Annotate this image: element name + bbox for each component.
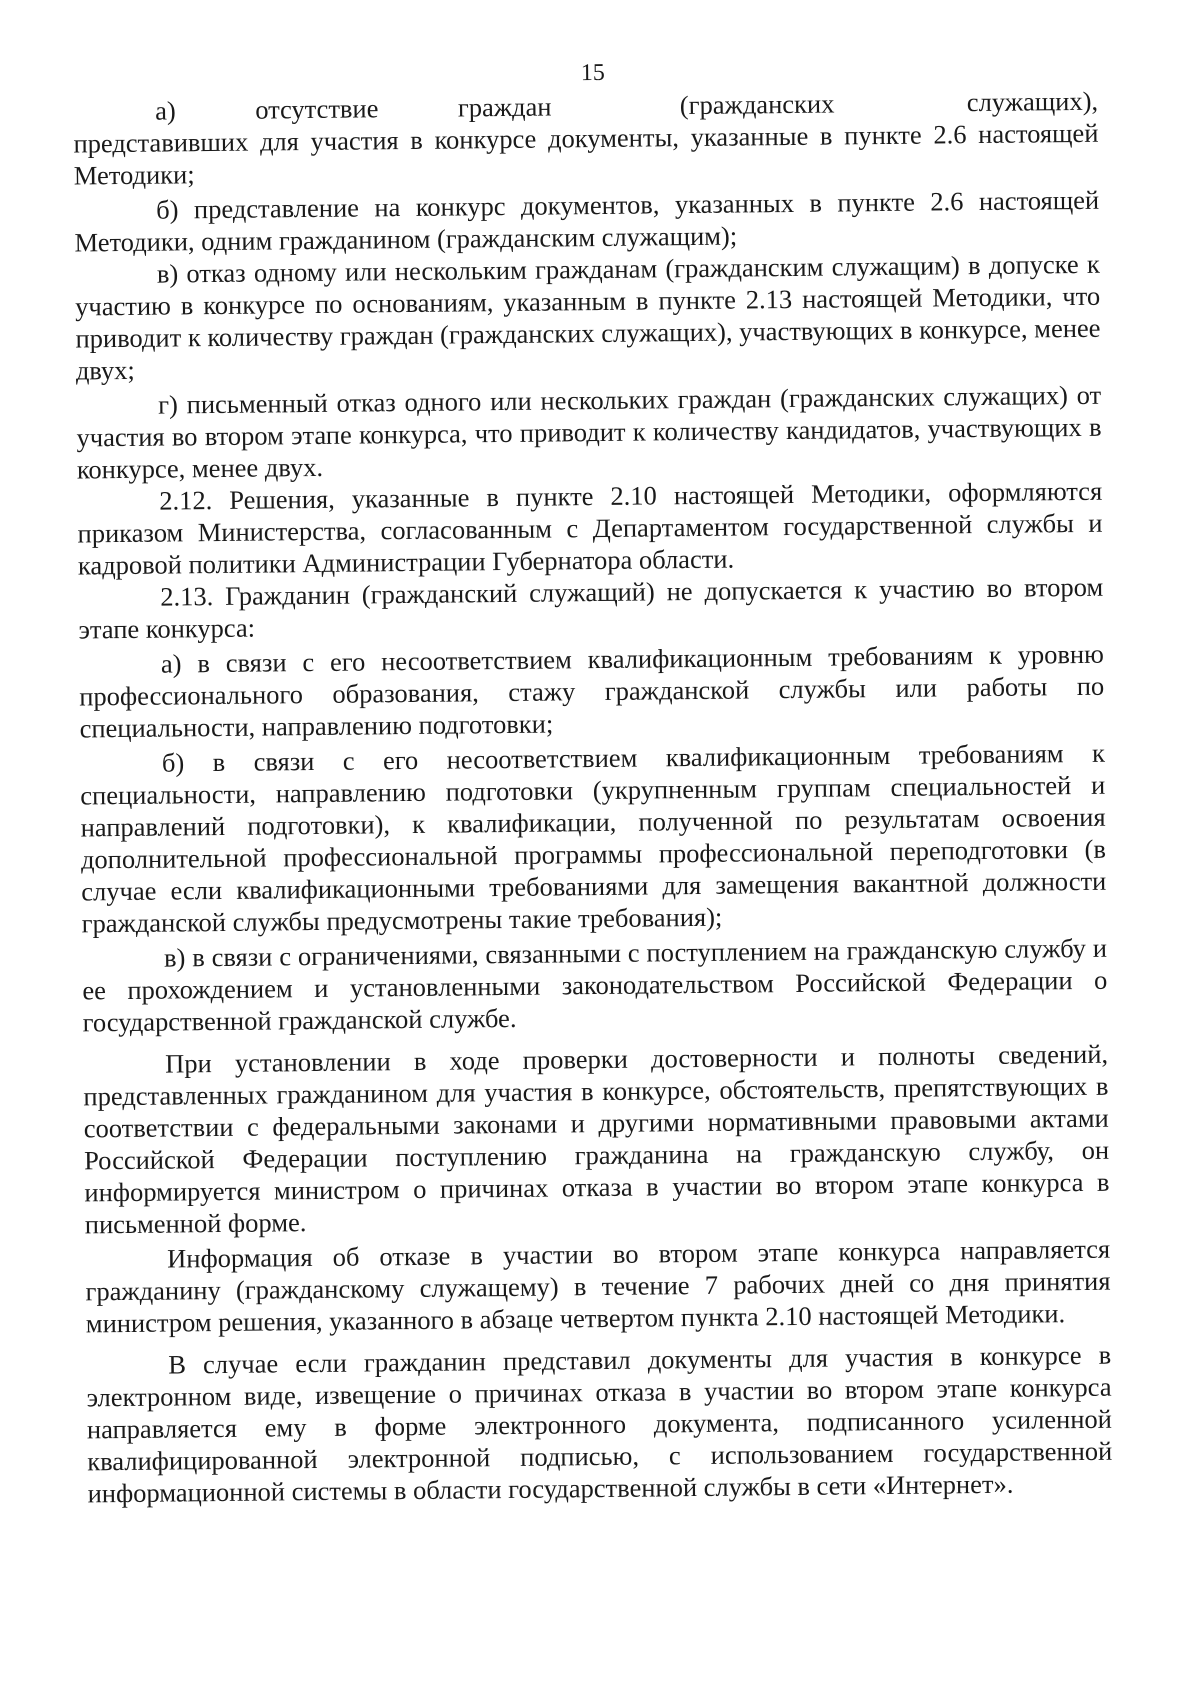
- paragraph-refusal-information: Информация об отказе в участии во втором этапе конкурса направляется гражданину (гражданскому служащему) в течение 7 рабочих дней со дня принятия министром решения, указанного в абзаце четвертом пункта 2.10 настоящей Методики.: [85, 1233, 1111, 1339]
- paragraph-verification: При установлении в ходе проверки достоверности и полноты сведений, представленных гражданином для участия в конкурсе, обстоятельств, препятствующих в соответствии с федеральными законами и другими нормативными правовыми актами Российской Федерации поступлению гражданина на гражданскую службу, он информируется министром о причинах отказа в участии во втором этапе конкурса в письменной форме.: [83, 1038, 1110, 1240]
- paragraph-2-12: 2.12. Решения, указанные в пункте 2.10 настоящей Методики, оформляются приказом Министерства, согласованным с Департаментом государственной службы и кадровой политики Администрации Губернатора области.: [77, 475, 1103, 581]
- page-number: 15: [580, 59, 605, 87]
- paragraph-item-a-absence: а) отсутствие граждан (гражданских служащих), представивших для участия в конкурсе документы, указанные в пункте 2.6 настоящей Методики;: [73, 85, 1099, 191]
- paragraph-item-g-written-refusal: г) письменный отказ одного или нескольких граждан (гражданских служащих) от участия во втором этапе конкурса, что приводит к количеству кандидатов, участвующих в конкурсе, менее двух.: [76, 379, 1102, 485]
- document-body: [73, 85, 1113, 1510]
- paragraph-electronic-notice: В случае если гражданин представил документы для участия в конкурсе в электронном виде, извещение о причинах отказа в участии во втором этапе конкурса направляется ему в форме электронного документа, подписанного усиленной квалифицированной электронной подписью, с использованием государственной информационной системы в области государственной службы в сети «Интернет».: [86, 1339, 1113, 1509]
- paragraph-item-v-refusal: в) отказ одному или нескольким гражданам (гражданским служащим) в допуске к участию в конкурсе по основаниям, указанным в пункте 2.13 настоящей Методики, что приводит к количеству граждан (гражданских служащих), участвующих в конкурсе, менее двух;: [75, 248, 1101, 386]
- paragraph-2-13-item-b: б) в связи с его несоответствием квалификационным требованиям к специальности, направлению подготовки (укрупненным группам специальностей и направлений подготовки), к квалификации, полученной по результатам освоения дополнительной профессиональной программы профессиональной переподготовки (в случае если квалификационными требованиями для замещения вакантной должности гражданской службы предусмотрены такие требования);: [80, 737, 1107, 939]
- paragraph-item-b-single-applicant: б) представление на конкурс документов, указанных в пункте 2.6 настоящей Методики, одним гражданином (гражданским служащим);: [74, 184, 1100, 258]
- paragraph-2-13-item-a: а) в связи с его несоответствием квалификационным требованиям к уровню профессионального образования, стажу гражданской службы или работы по специальности, направлению подготовки;: [79, 638, 1105, 744]
- paragraph-2-13-item-v: в) в связи с ограничениями, связанными с поступлением на гражданскую службу и ее прохождением и установленными законодательством Российской Федерации о государственной гражданской службе.: [82, 932, 1108, 1038]
- paragraph-2-13: 2.13. Гражданин (гражданский служащий) не допускается к участию во втором этапе конкурса:: [78, 571, 1104, 645]
